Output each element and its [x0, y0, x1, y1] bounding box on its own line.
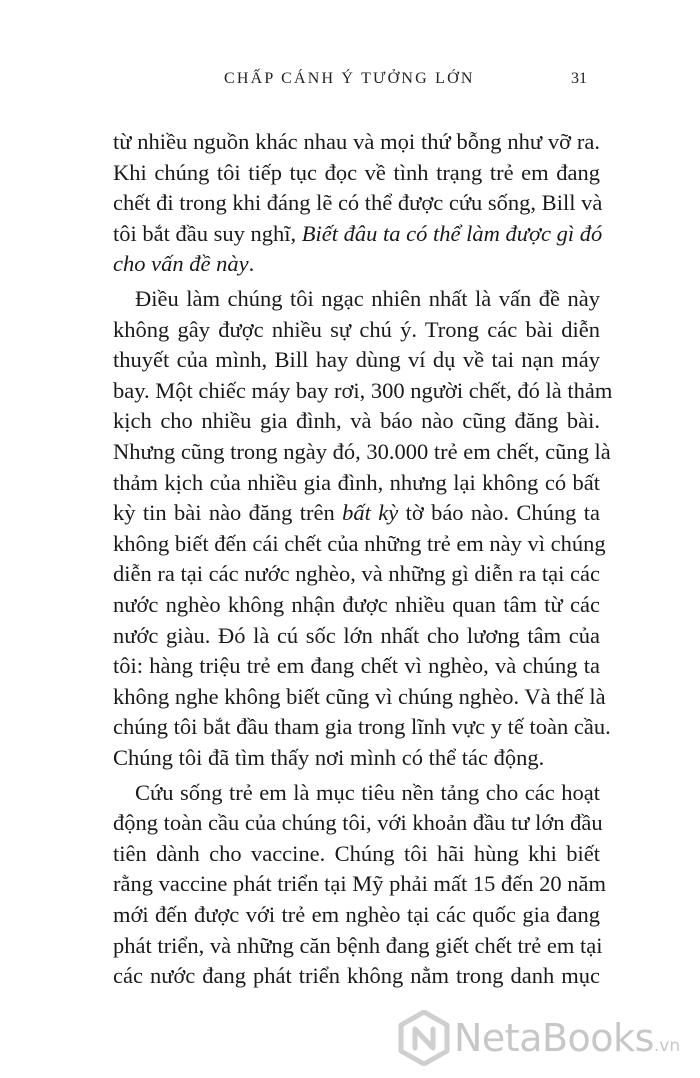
netabooks-logo-icon	[396, 1010, 452, 1066]
text-segment: không nghe không biết cũng vì chúng nghèo. Và thế là	[113, 683, 606, 709]
text-segment: chết đi trong khi đáng lẽ có thể được cứu sống, Bill và	[113, 190, 603, 216]
text-line	[113, 159, 600, 187]
text-segment: diễn ra tại các nước nghèo, và những gì diễn ra tại các	[113, 561, 600, 587]
text-segment: Khi chúng tôi tiếp tục đọc về tình trạng trẻ em đang	[113, 159, 600, 185]
text-line	[113, 220, 603, 248]
text-line	[113, 962, 600, 990]
text-line	[113, 469, 600, 497]
text-line	[113, 346, 600, 374]
text-segment: tờ báo nào. Chúng ta	[398, 500, 600, 526]
text-line	[113, 840, 600, 868]
text-line	[113, 377, 613, 405]
text-segment: phát triển, và những căn bệnh đang giết chết trẻ em tại	[113, 932, 603, 958]
text-segment: tôi bắt đầu suy nghĩ,	[113, 220, 302, 246]
watermark-brand: NetaBooks	[454, 1016, 654, 1060]
text-line	[113, 744, 600, 772]
text-segment: Điều làm chúng tôi ngạc nhiên nhất là vấn đề này	[135, 286, 600, 311]
text-segment: Cứu sống trẻ em là mục tiêu nền tảng cho các hoạt	[135, 779, 600, 805]
text-segment: nước giàu. Đó là cú sốc lớn nhất cho lương tâm của	[113, 622, 600, 648]
text-line	[113, 189, 603, 217]
text-line	[113, 316, 600, 344]
text-segment: bay. Một chiếc máy bay rơi, 300 người chết, đó là thảm	[113, 377, 613, 403]
text-segment: Nhưng cũng trong ngày đó, 30.000 trẻ em chết, cũng là	[113, 439, 611, 464]
text-segment: rằng vaccine phát triển tại Mỹ phải mất 15 đến 20 năm	[113, 871, 606, 897]
watermark	[396, 1010, 696, 1066]
text-line	[113, 530, 606, 558]
watermark-suffix: .vn	[653, 1036, 681, 1056]
text-line	[113, 499, 600, 527]
text-segment: chúng tôi bắt đầu tham gia trong lĩnh vực y tế toàn cầu.	[113, 714, 611, 740]
text-segment: kịch cho nhiều gia đình, và báo nào cũng đăng bài.	[113, 408, 600, 434]
text-segment: tiên dành cho vaccine. Chúng tôi hãi hùng khi biết	[113, 840, 600, 866]
watermark-text	[454, 1016, 680, 1060]
text-line	[135, 285, 600, 313]
text-line	[113, 809, 603, 837]
text-line	[113, 652, 600, 680]
text-line	[113, 250, 600, 278]
text-line	[113, 591, 600, 619]
text-segment: kỳ tin bài nào đăng trên	[113, 500, 343, 526]
text-line	[113, 438, 611, 466]
text-segment: các nước đang phát triển không nằm trong danh mục	[113, 963, 600, 989]
text-segment: mới đến được với trẻ em nghèo tại các quốc gia đang	[113, 902, 600, 927]
text-segment: Chúng tôi đã tìm thấy nơi mình có thể tác động.	[113, 745, 545, 770]
text-segment: không biết đến cái chết của những trẻ em này vì chúng	[113, 530, 606, 556]
italic-text-segment: bất kỳ	[342, 500, 399, 526]
text-line	[113, 560, 600, 588]
text-line	[113, 713, 611, 741]
text-segment: từ nhiều nguồn khác nhau và mọi thứ bỗng như vỡ ra.	[113, 129, 600, 154]
text-line	[113, 407, 600, 435]
text-segment: động toàn cầu của chúng tôi, với khoản đầu tư lớn đầu	[113, 810, 603, 836]
running-title: CHẤP CÁNH Ý TƯỞNG LỚN	[224, 70, 475, 87]
text-segment: nước nghèo không nhận được nhiều quan tâm từ các	[113, 592, 600, 617]
italic-text-segment: Biết đâu ta có thể làm được gì đó	[301, 220, 603, 246]
text-segment: .	[248, 251, 255, 277]
text-line	[113, 128, 600, 156]
running-head	[0, 70, 700, 94]
text-line	[113, 683, 606, 711]
italic-text-segment: cho vấn đề này	[113, 251, 249, 277]
text-segment: thảm kịch của nhiều gia đình, nhưng lại không có bất	[113, 469, 600, 495]
text-segment: không gây được nhiều sự chú ý. Trong các bài diễn	[113, 316, 600, 342]
text-line	[135, 779, 600, 807]
text-line	[113, 870, 606, 898]
page-number: 31	[571, 70, 587, 87]
text-line	[113, 622, 600, 650]
text-segment: thuyết của mình, Bill hay dùng ví dụ về tai nạn máy	[113, 347, 600, 373]
text-segment: tôi: hàng triệu trẻ em đang chết vì nghèo, và chúng ta	[113, 653, 600, 679]
text-line	[113, 932, 603, 960]
text-line	[113, 901, 600, 929]
